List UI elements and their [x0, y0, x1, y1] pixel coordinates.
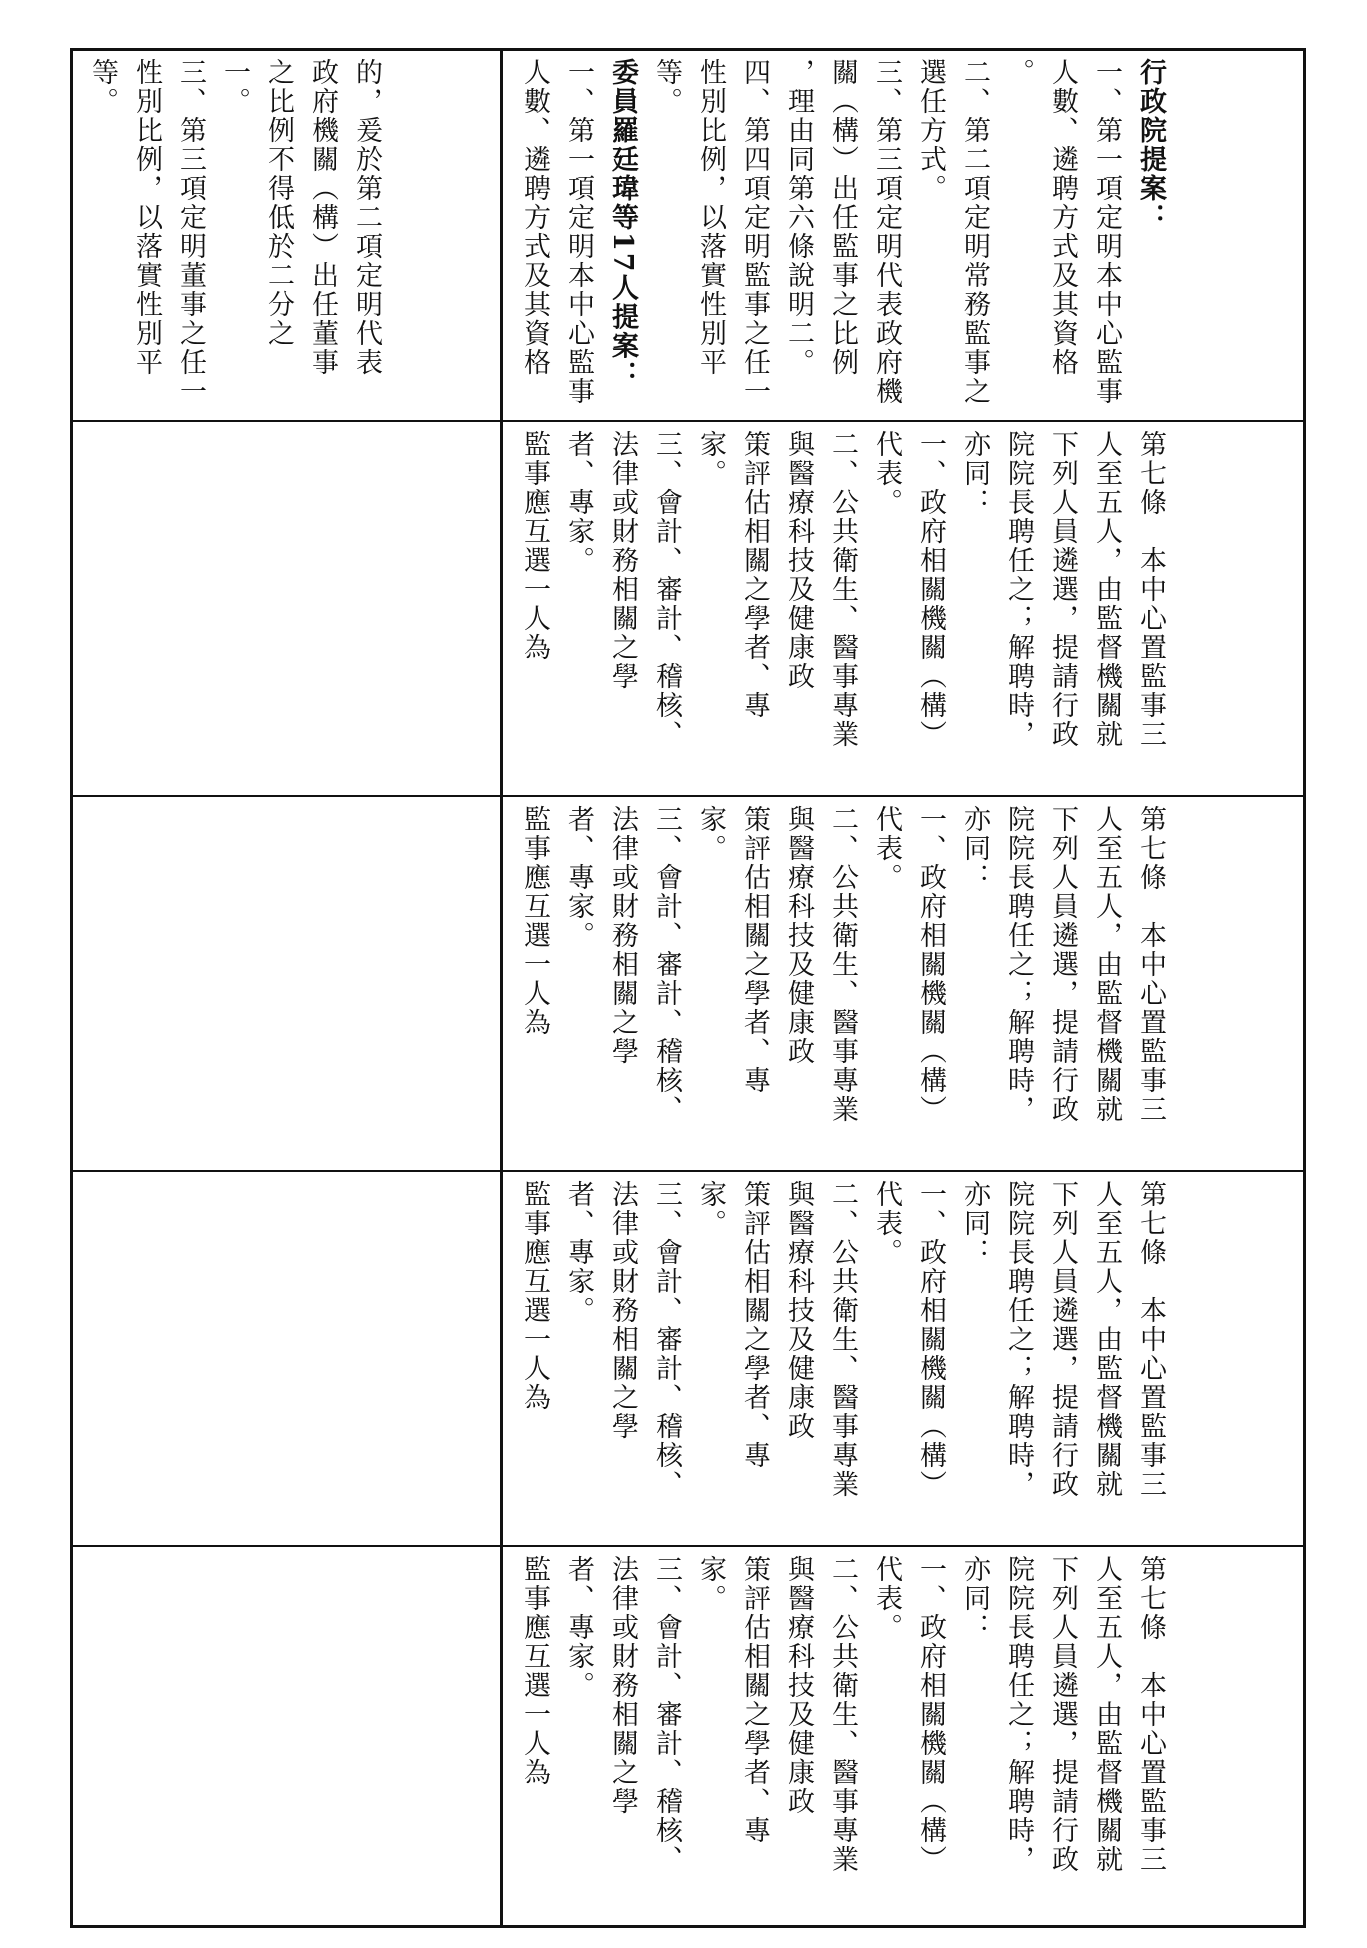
text-line: 與醫療科技及健康政	[783, 1180, 814, 1441]
text-line: 家。	[695, 1180, 726, 1238]
text-line: 等。	[651, 58, 682, 116]
text-line: 三、會計、審計、稽核、	[651, 805, 682, 1124]
text-line: 策評估相關之學者、專	[739, 1180, 770, 1470]
empty-cell	[80, 1555, 492, 1920]
text-line: 家。	[695, 805, 726, 863]
text-line: 院院長聘任之；解聘時，	[1003, 1180, 1034, 1499]
text-line: 家。	[695, 430, 726, 488]
text-line: 法律或財務相關之學	[607, 1180, 638, 1441]
text-line: 人至五人，由監督機關就	[1091, 1555, 1122, 1874]
text-line: 與醫療科技及健康政	[783, 1555, 814, 1816]
article-cell-3	[512, 1180, 1297, 1540]
text-line: 。	[1003, 58, 1034, 87]
text-line: 亦同：	[959, 430, 990, 517]
row-divider	[70, 795, 1306, 797]
article-text	[512, 430, 1172, 790]
text-line: 三、會計、審計、稽核、	[651, 1180, 682, 1499]
text-line: 監事應互選一人為	[519, 805, 550, 1037]
text-line: 二、公共衛生、醫事專業	[827, 1180, 858, 1499]
text-line: 第七條 本中心置監事三	[1135, 1180, 1166, 1499]
text-line: 者、專家。	[563, 430, 594, 575]
empty-cell	[80, 430, 492, 790]
text-line: 第七條 本中心置監事三	[1135, 805, 1166, 1124]
text-line: 政府機關（構）出任董事	[307, 58, 338, 377]
text-line: 性別比例，以落實性別平	[695, 58, 726, 377]
text-line: 人數、遴聘方式及其資格	[1047, 58, 1078, 377]
table-column-divider	[500, 48, 503, 1928]
text-line: 下列人員遴選，提請行政	[1047, 1180, 1078, 1499]
text-line: 策評估相關之學者、專	[739, 430, 770, 720]
text-line: 一、政府相關機關（構）	[915, 1180, 946, 1499]
text-line: 策評估相關之學者、專	[739, 805, 770, 1095]
text-line: 監事應互選一人為	[519, 430, 550, 662]
text-line: ，理由同第六條說明二。	[783, 58, 814, 377]
text-line: 三、第三項定明董事之任一	[175, 58, 206, 406]
text-line: 者、專家。	[563, 805, 594, 950]
article-text	[512, 1555, 1172, 1920]
text-line: 第七條 本中心置監事三	[1135, 430, 1166, 749]
row-divider	[70, 1170, 1306, 1172]
text-line: 人數、遴聘方式及其資格	[519, 58, 550, 377]
text-line: 一、政府相關機關（構）	[915, 430, 946, 749]
explanation-cell-right	[512, 58, 1297, 413]
text-line: 一、第一項定明本中心監事	[1091, 58, 1122, 406]
text-line: 亦同：	[959, 1555, 990, 1642]
text-line: 一、政府相關機關（構）	[915, 805, 946, 1124]
text-line: 二、公共衛生、醫事專業	[827, 430, 858, 749]
text-line: 與醫療科技及健康政	[783, 430, 814, 691]
text-line: 院院長聘任之；解聘時，	[1003, 805, 1034, 1124]
text-line: 三、第三項定明代表政府機	[871, 58, 902, 406]
text-line: 監事應互選一人為	[519, 1555, 550, 1787]
text-line: 一、第一項定明本中心監事	[563, 58, 594, 406]
text-line: 家。	[695, 1555, 726, 1613]
article-text	[512, 805, 1172, 1165]
article-cell-1	[512, 430, 1297, 790]
text-line: 法律或財務相關之學	[607, 1555, 638, 1816]
text-line: 法律或財務相關之學	[607, 805, 638, 1066]
text-line: 亦同：	[959, 805, 990, 892]
text-line: 二、公共衛生、醫事專業	[827, 1555, 858, 1874]
text-line: 性別比例，以落實性別平	[131, 58, 162, 377]
text-line: 二、公共衛生、醫事專業	[827, 805, 858, 1124]
table-border-left	[70, 48, 73, 1928]
text-line: 者、專家。	[563, 1180, 594, 1325]
text-line: 代表。	[871, 805, 902, 892]
text-line: 人至五人，由監督機關就	[1091, 430, 1122, 749]
article-text	[512, 1180, 1172, 1540]
text-line: 亦同：	[959, 1180, 990, 1267]
text-line: 院院長聘任之；解聘時，	[1003, 1555, 1034, 1874]
text-line: 代表。	[871, 430, 902, 517]
text-line: 之比例不得低於二分之	[263, 58, 294, 348]
empty-cell	[80, 1180, 492, 1540]
row-divider	[70, 420, 1306, 422]
text-line: 策評估相關之學者、專	[739, 1555, 770, 1845]
explanation-text-left	[80, 58, 388, 413]
text-line: 院院長聘任之；解聘時，	[1003, 430, 1034, 749]
article-cell-2	[512, 805, 1297, 1165]
empty-cell	[80, 805, 492, 1165]
text-line: 法律或財務相關之學	[607, 430, 638, 691]
text-line: 等。	[87, 58, 118, 116]
text-line: 人至五人，由監督機關就	[1091, 805, 1122, 1124]
text-line: 者、專家。	[563, 1555, 594, 1700]
row-divider	[70, 1545, 1306, 1547]
table-border-top	[70, 48, 1306, 51]
text-line: 人至五人，由監督機關就	[1091, 1180, 1122, 1499]
table-border-right	[1303, 48, 1306, 1928]
text-line: 代表。	[871, 1555, 902, 1642]
text-line: 第七條 本中心置監事三	[1135, 1555, 1166, 1874]
explanation-text-right	[512, 58, 1172, 413]
text-line: 下列人員遴選，提請行政	[1047, 805, 1078, 1124]
text-line: 二、第二項定明常務監事之	[959, 58, 990, 406]
article-cell-4	[512, 1555, 1297, 1920]
text-line: 三、會計、審計、稽核、	[651, 1555, 682, 1874]
proposal-heading: 委員羅廷瑋等17人提案：	[607, 58, 638, 390]
text-line: 一、政府相關機關（構）	[915, 1555, 946, 1874]
text-line: 與醫療科技及健康政	[783, 805, 814, 1066]
proposal-heading: 行政院提案：	[1135, 58, 1166, 232]
text-line: 下列人員遴選，提請行政	[1047, 430, 1078, 749]
text-line: 關（構）出任監事之比例	[827, 58, 858, 377]
text-line: 監事應互選一人為	[519, 1180, 550, 1412]
text-line: 三、會計、審計、稽核、	[651, 430, 682, 749]
explanation-cell-left	[80, 58, 492, 413]
text-line: 選任方式。	[915, 58, 946, 203]
text-line: 四、第四項定明監事之任一	[739, 58, 770, 406]
text-line: 一。	[219, 58, 250, 116]
text-line: 下列人員遴選，提請行政	[1047, 1555, 1078, 1874]
table-border-bottom	[70, 1925, 1306, 1928]
text-line: 的，爰於第二項定明代表	[351, 58, 382, 377]
text-line: 代表。	[871, 1180, 902, 1267]
